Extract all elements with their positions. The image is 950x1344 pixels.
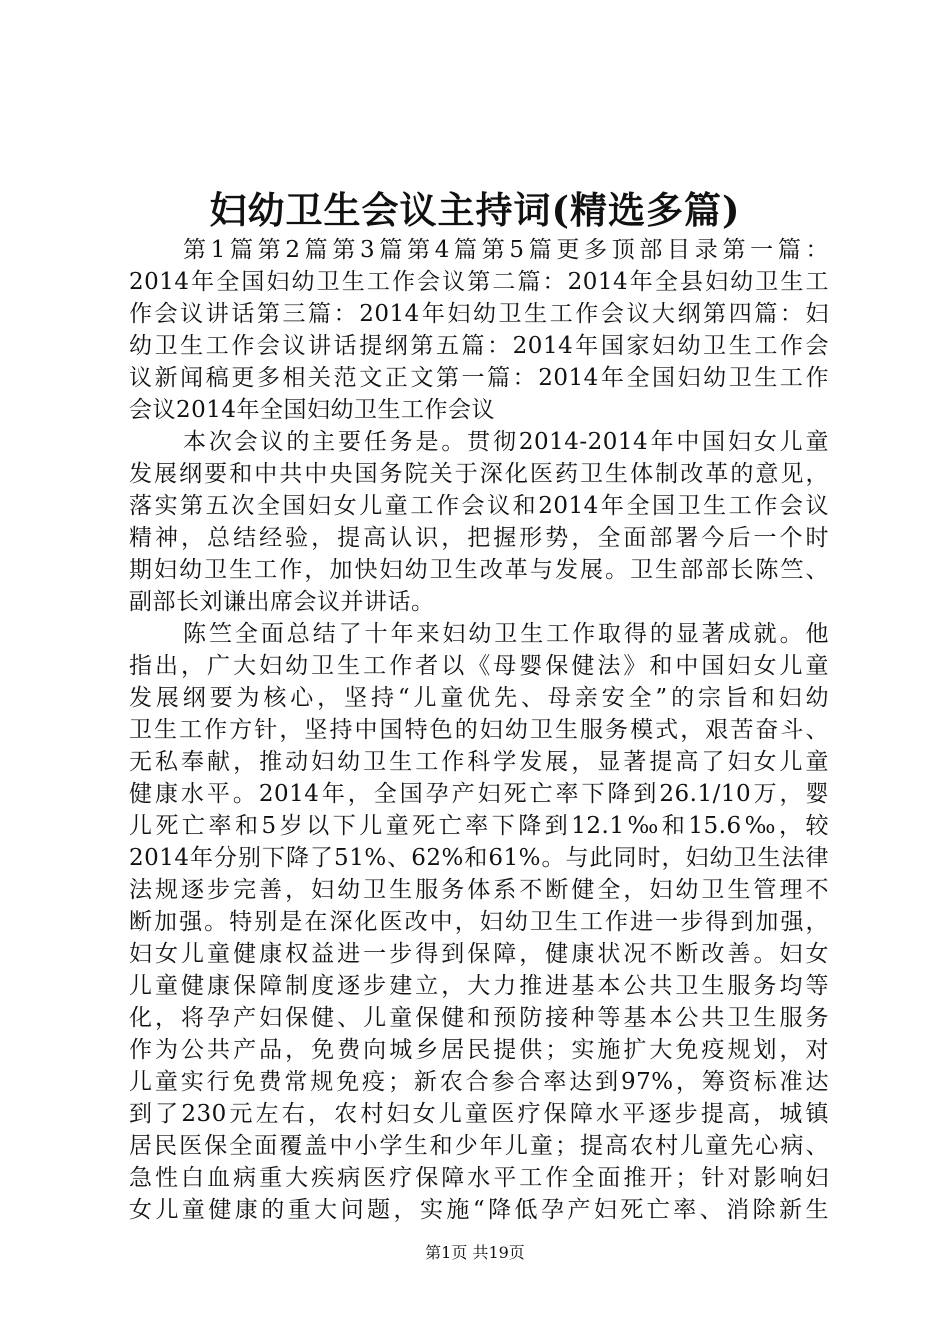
document-title: 妇幼卫生会议主持词(精选多篇): [209, 188, 741, 232]
body-line: 作会议讲话第三篇：2014年妇幼卫生工作会议大纲第四篇：妇: [129, 301, 829, 327]
page-footer: 第1页 共19页: [425, 1243, 525, 1262]
body-line: 儿童健康保障制度逐步建立，大力推进基本公共卫生服务均等: [129, 973, 829, 999]
body-line: 指出，广大妇幼卫生工作者以《母婴保健法》和中国妇女儿童: [129, 653, 829, 679]
body-line: 2014年分别下降了51%、62%和61%。与此同时，妇幼卫生法律: [129, 845, 829, 871]
body-line: 本次会议的主要任务是。贯彻2014-2014年中国妇女儿童: [183, 429, 829, 455]
body-line: 发展纲要为核心，坚持“儿童优先、母亲安全”的宗旨和妇幼: [129, 685, 829, 711]
body-line: 落实第五次全国妇女儿童工作会议和2014年全国卫生工作会议: [129, 493, 829, 519]
body-line: 幼卫生工作会议讲话提纲第五篇：2014年国家妇幼卫生工作会: [129, 333, 829, 359]
body-line: 作为公共产品，免费向城乡居民提供；实施扩大免疫规划，对: [129, 1037, 829, 1063]
body-line: 儿死亡率和5岁以下儿童死亡率下降到12.1‰和15.6‰，较: [129, 813, 829, 839]
body-line: 女儿童健康的重大问题，实施“降低孕产妇死亡率、消除新生: [129, 1197, 829, 1223]
body-line: 第1篇第2篇第3篇第4篇第5篇更多顶部目录第一篇：: [183, 237, 829, 263]
body-line: 儿童实行免费常规免疫；新农合参合率达到97%，筹资标准达: [129, 1069, 829, 1095]
body-line: 副部长刘谦出席会议并讲话。: [129, 589, 435, 615]
body-line: 妇女儿童健康权益进一步得到保障，健康状况不断改善。妇女: [129, 941, 829, 967]
body-line: 2014年全国妇幼卫生工作会议第二篇：2014年全县妇幼卫生工: [129, 269, 829, 295]
body-line: 居民医保全面覆盖中小学生和少年儿童；提高农村儿童先心病、: [129, 1133, 829, 1159]
body-line: 期妇幼卫生工作，加快妇幼卫生改革与发展。卫生部部长陈竺、: [129, 557, 829, 583]
body-line: 急性白血病重大疾病医疗保障水平工作全面推开；针对影响妇: [129, 1165, 829, 1191]
body-line: 健康水平。2014年，全国孕产妇死亡率下降到26.1/10万，婴: [129, 781, 829, 807]
body-line: 卫生工作方针，坚持中国特色的妇幼卫生服务模式，艰苦奋斗、: [129, 717, 829, 743]
body-line: 到了230元左右，农村妇女儿童医疗保障水平逐步提高，城镇: [129, 1101, 829, 1127]
body-line: 发展纲要和中共中央国务院关于深化医药卫生体制改革的意见，: [129, 461, 829, 487]
body-line: 断加强。特别是在深化医改中，妇幼卫生工作进一步得到加强，: [129, 909, 829, 935]
body-line: 精神，总结经验，提高认识，把握形势，全面部署今后一个时: [129, 525, 829, 551]
document-body: [129, 234, 829, 1226]
body-line: 议新闻稿更多相关范文正文第一篇：2014年全国妇幼卫生工作: [129, 365, 829, 391]
body-line: 法规逐步完善，妇幼卫生服务体系不断健全，妇幼卫生管理不: [129, 877, 829, 903]
body-line: 会议2014年全国妇幼卫生工作会议: [129, 397, 496, 423]
body-line: 无私奉献，推动妇幼卫生工作科学发展，显著提高了妇女儿童: [129, 749, 829, 775]
body-line: 化，将孕产妇保健、儿童保健和预防接种等基本公共卫生服务: [129, 1005, 829, 1031]
body-line: 陈竺全面总结了十年来妇幼卫生工作取得的显著成就。他: [183, 621, 829, 647]
